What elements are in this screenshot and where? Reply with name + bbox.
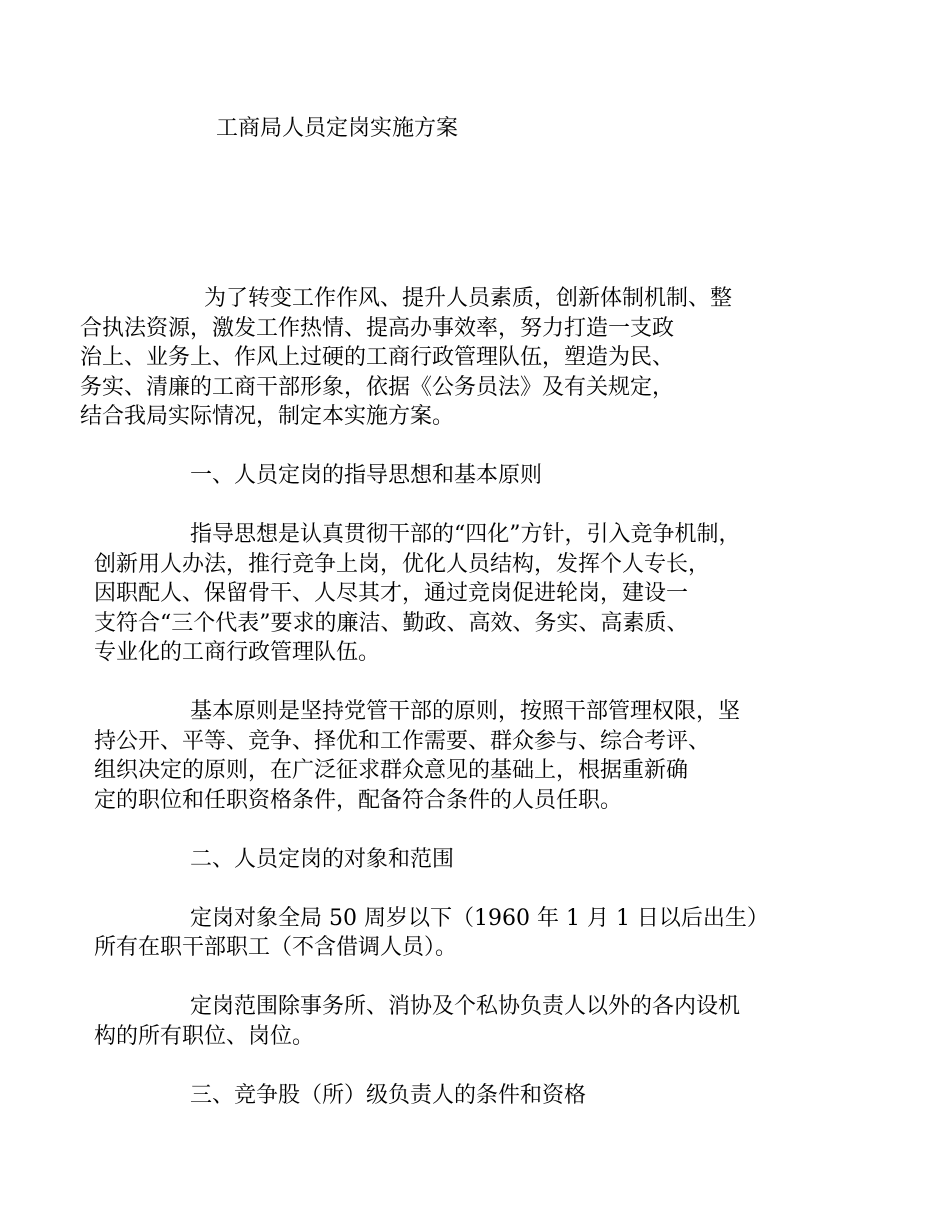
text-line: 定的职位和任职资格条件，配备符合条件的人员任职。 (94, 787, 623, 813)
text-line: 组织决定的原则，在广泛征求群众意见的基础上，根据重新确 (94, 758, 689, 783)
document-title: 工商局人员定岗实施方案 (216, 116, 459, 141)
scope-paragraph (94, 992, 842, 1051)
text-line: 持公开、平等、竞争、择优和工作需要、群众参与、综合考评、 (94, 728, 711, 754)
text-line: 构的所有职位、岗位。 (94, 1023, 315, 1049)
text-line: 定岗对象全局 50 周岁以下（1960 年 1 月 1 日以后出生） (190, 905, 769, 931)
text-line: 务实、清廉的工商干部形象，依据《公务员法》及有关规定， (80, 374, 675, 400)
text-line: 创新用人办法，推行竞争上岗，优化人员结构，发挥个人专长， (94, 551, 711, 577)
text-line: 因职配人、保留骨干、人尽其才，通过竞岗促进轮岗，建设一 (94, 581, 689, 606)
text-line: 治上、业务上、作风上过硬的工商行政管理队伍，塑造为民、 (80, 345, 675, 370)
guiding-thought-paragraph (94, 520, 842, 668)
document-body (80, 284, 842, 1140)
text-line: 定岗范围除事务所、消协及个私协负责人以外的各内设机 (190, 994, 741, 1019)
section-heading-3: 三、竞争股（所）级负责人的条件和资格 (190, 1082, 587, 1108)
section-heading-1: 一、人员定岗的指导思想和基本原则 (190, 463, 543, 488)
text-line: 所有在职干部职工（不含借调人员）。 (94, 935, 458, 960)
text-line: 指导思想是认真贯彻干部的“四化”方针，引入竞争机制， (190, 522, 741, 547)
text-line: 支符合“三个代表”要求的廉洁、勤政、高效、务实、高素质、 (94, 610, 689, 636)
section-heading-2: 二、人员定岗的对象和范围 (190, 846, 455, 872)
basic-principle-paragraph (94, 697, 842, 815)
intro-paragraph (80, 284, 842, 432)
target-paragraph (94, 904, 842, 963)
text-line: 合执法资源，激发工作热情、提高办事效率，努力打造一支政 (80, 315, 675, 341)
text-line: 结合我局实际情况，制定本实施方案。 (80, 404, 455, 429)
text-line: 基本原则是坚持党管干部的原则，按照干部管理权限，坚 (190, 699, 741, 724)
text-line: 为了转变工作作风、提升人员素质，创新体制机制、整 (204, 286, 733, 311)
text-line: 专业化的工商行政管理队伍。 (94, 640, 381, 665)
